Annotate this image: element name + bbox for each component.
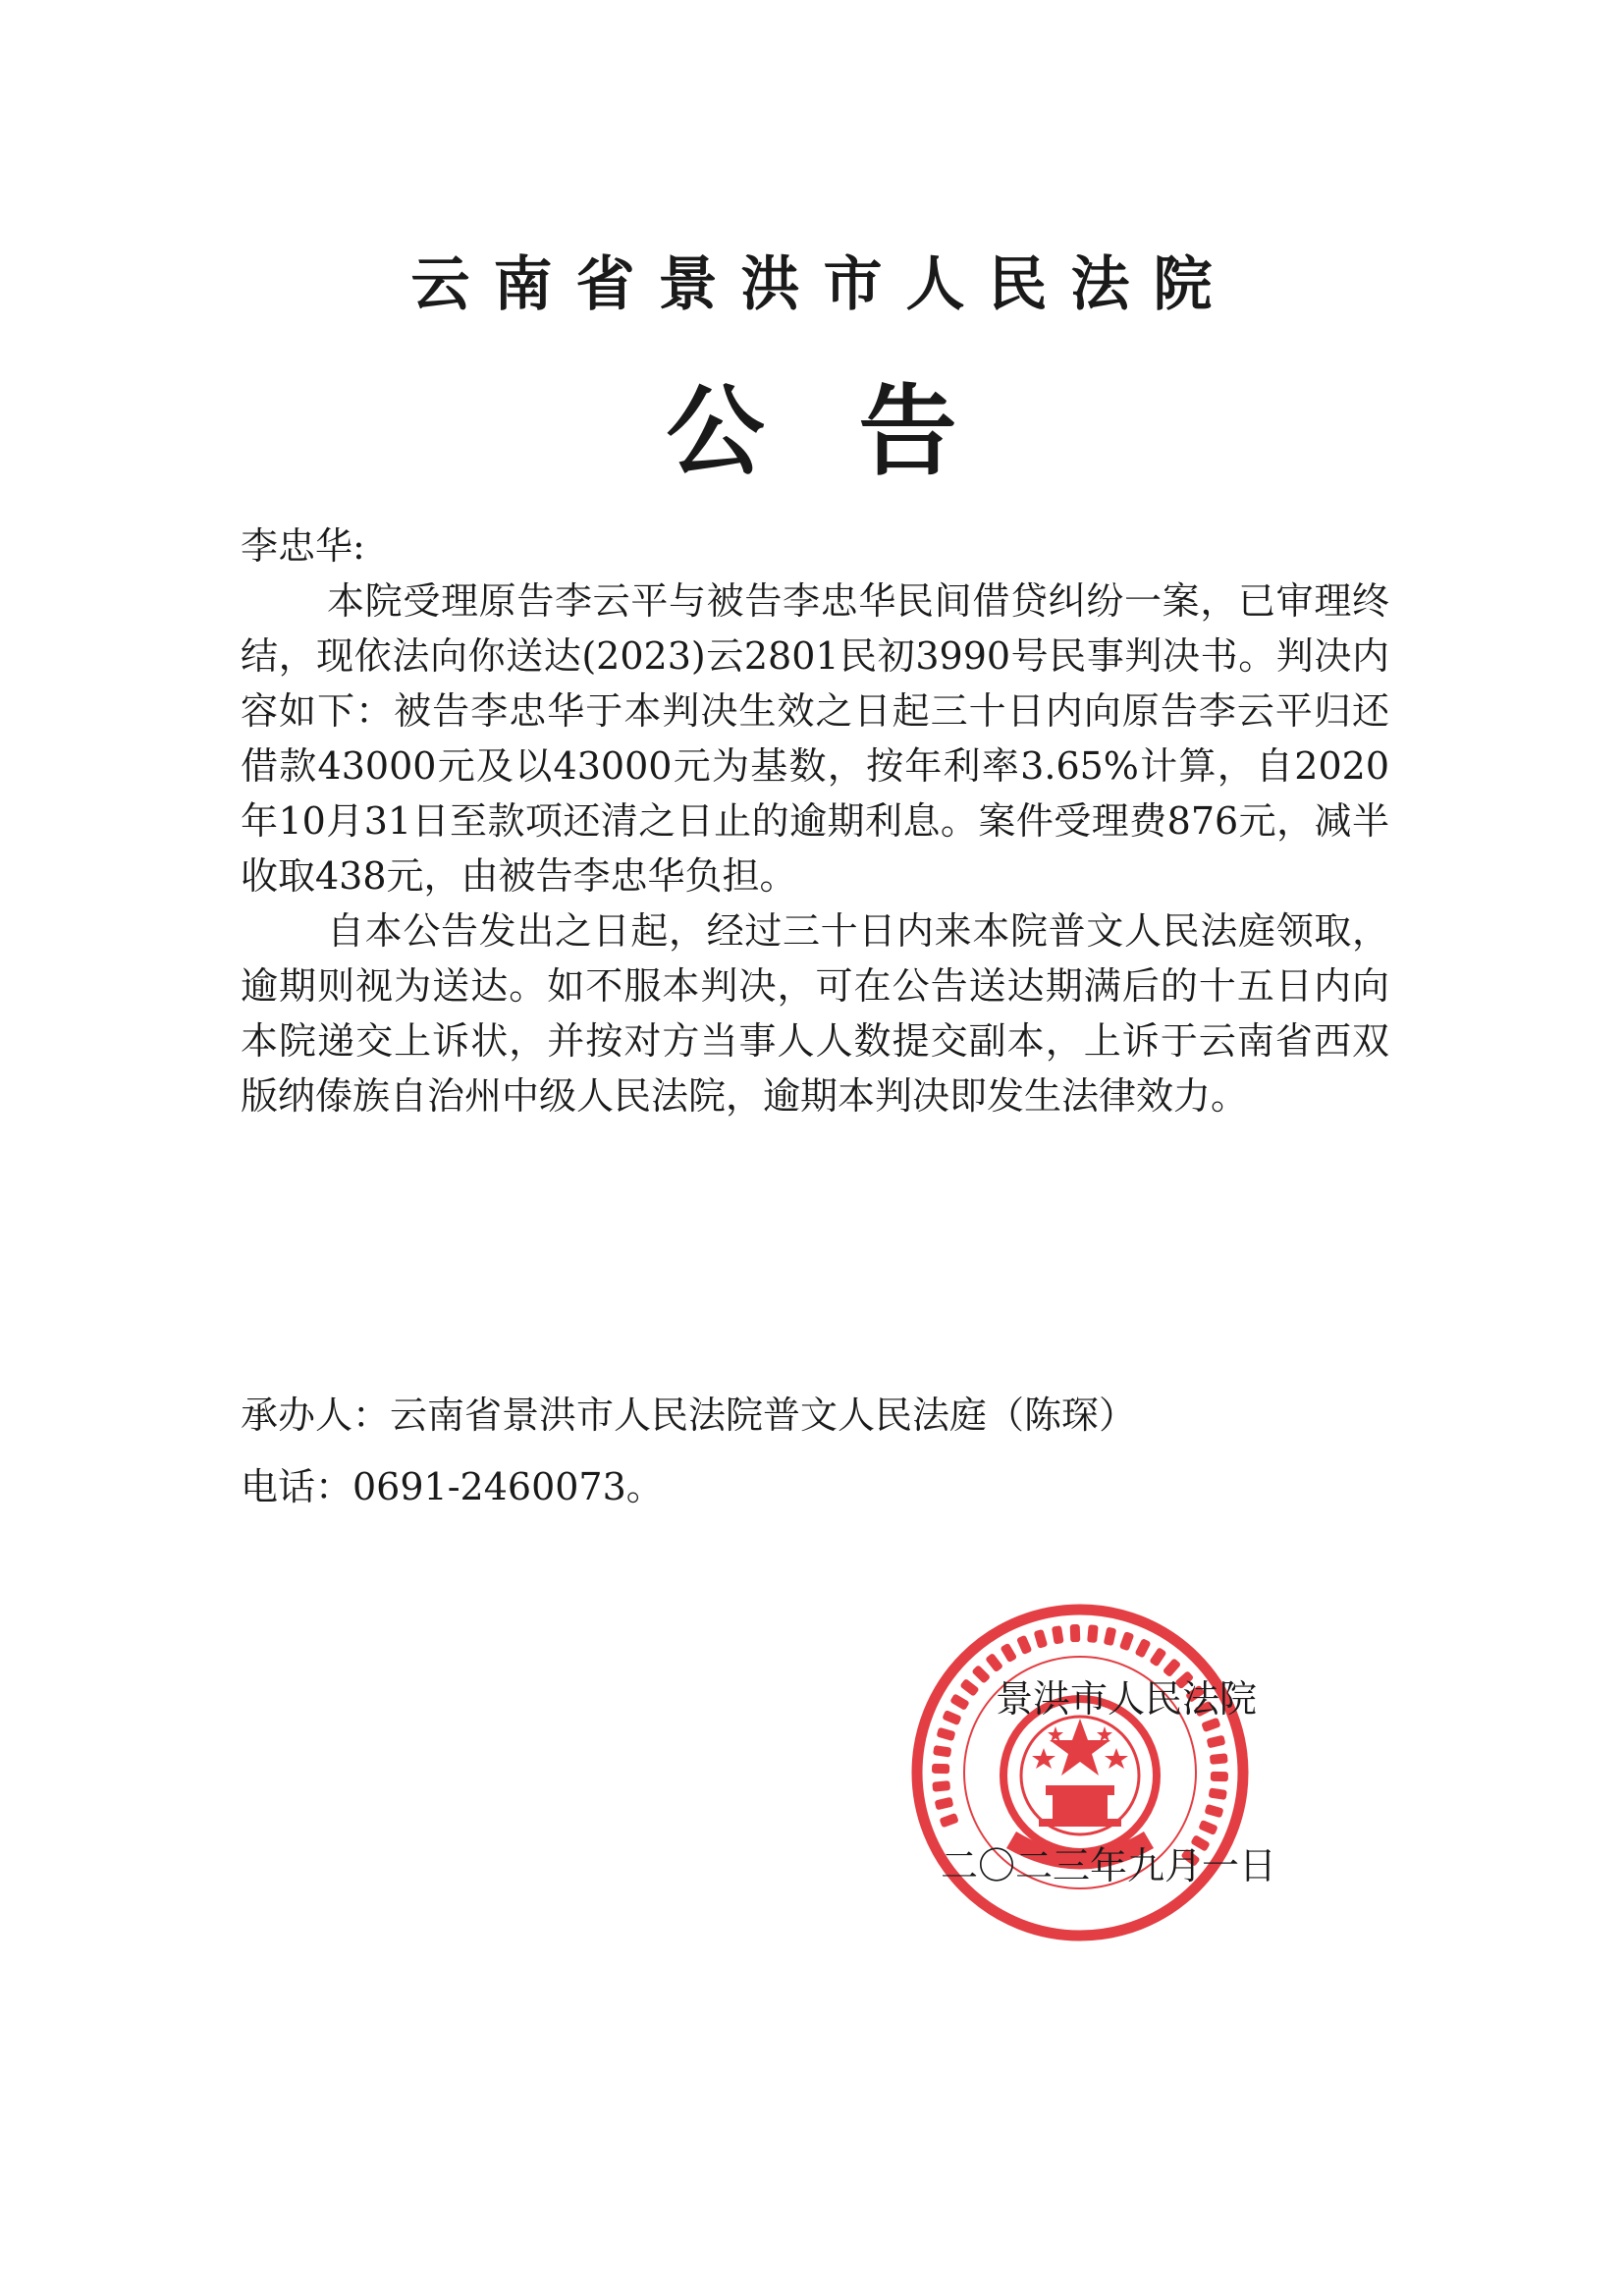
signing-court: 景洪市人民法院 xyxy=(995,1677,1257,1721)
signing-date: 二〇二三年九月一日 xyxy=(940,1844,1276,1887)
contact-block xyxy=(241,1380,1136,1523)
court-title: 云南省景洪市人民法院 xyxy=(410,250,1236,319)
notice-body xyxy=(241,519,1389,1123)
handler-line: 承办人：云南省景洪市人民法院普文人民法庭（陈琛） xyxy=(241,1394,1137,1437)
phone-line: 电话：0691-2460073。 xyxy=(241,1465,664,1508)
paragraph-judgment: 本院受理原告李云平与被告李忠华民间借贷纠纷一案，已审理终结，现依法向你送达(2023)云2801民初3990号民事判决书。判决内容如下：被告李忠华于本判决生效之日起三十日内向原告李云平归还借款43000元及以43000元为基数，按年利率3.65%计算，自2020年10月31日至款项还清之日止的逾期利息。案件受理费876元，减半收取438元，由被告李忠华负担。 xyxy=(241,579,1389,898)
paragraph-service: 自本公告发出之日起，经过三十日内来本院普文人民法庭领取，逾期则视为送达。如不服本判决，可在公告送达期满后的十五日内向本院递交上诉状，并按对方当事人人数提交副本，上诉于云南省西双版纳傣族自治州中级人民法院，逾期本判决即发生法律效力。 xyxy=(241,909,1389,1118)
court-seal-icon xyxy=(908,1601,1252,1944)
addressee: 李忠华: xyxy=(241,524,365,568)
notice-title: 公告 xyxy=(666,374,1052,489)
